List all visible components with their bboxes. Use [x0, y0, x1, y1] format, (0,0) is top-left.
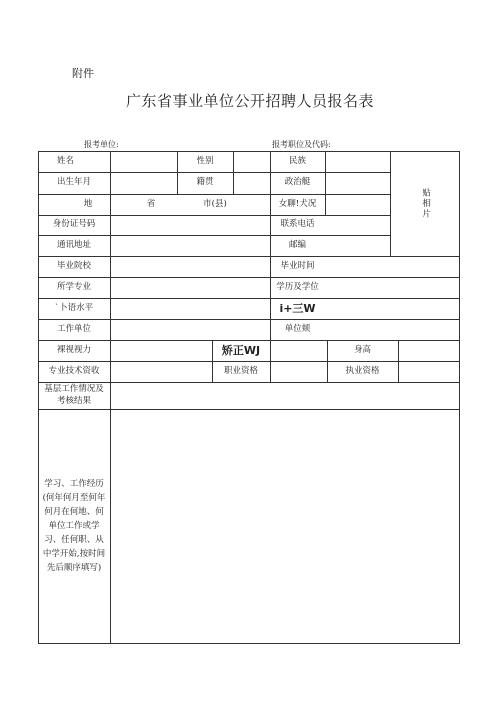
region-province: 省 [146, 198, 156, 209]
political-label: 政治艇 [284, 177, 311, 188]
table-rule [398, 340, 399, 382]
annex-label: 附件 [72, 67, 94, 80]
native-place-label: 籍贯 [196, 177, 214, 188]
birth-label: 出生年月 [56, 177, 91, 188]
region-city: 市(县) [203, 198, 227, 209]
phone-label: 联系电话 [280, 219, 315, 230]
table-rule [270, 340, 271, 382]
height-label: 身高 [353, 344, 371, 355]
marital-label: 女聊!犬况 [278, 198, 317, 209]
apply-unit-label: 报考单位: [84, 140, 119, 149]
ethnicity-label: 民族 [288, 155, 306, 166]
table-rule [38, 643, 460, 644]
address-label: 通讯地址 [56, 239, 91, 250]
id-number-label: 身份证号码 [52, 219, 96, 230]
name-label: 姓名 [56, 155, 74, 166]
school-label: 毕业院校 [56, 260, 91, 271]
language-label: `卜语水平 [54, 302, 94, 313]
vision-corrected-label: 矫正WJ [221, 343, 261, 357]
photo-label: 贴相片 [420, 187, 431, 220]
job-qual-label: 职业资格 [223, 365, 258, 376]
table-rule [233, 151, 234, 194]
gender-label: 性别 [196, 155, 214, 166]
form-title: 广东省事业单位公开招聘人员报名表 [125, 92, 374, 110]
table-rule [325, 151, 326, 215]
post-label: 单位颊 [284, 323, 311, 334]
work-unit-label: 工作单位 [56, 323, 91, 334]
resume-label: 学习、工作经历(何年何月至何年何月在何地、何单位工作或学习、任何职、从中学开始,按时间先后顺序填写) [42, 478, 106, 574]
practice-qual-label: 执业资格 [345, 365, 380, 376]
degree-label: 学历及学位 [276, 281, 319, 292]
region-prefix: 地 [83, 198, 93, 209]
grad-time-label: 毕业时间 [280, 260, 315, 271]
postcode-label: 邮编 [288, 239, 306, 250]
grassroots-label: 基层工作情况及考核结果 [44, 384, 104, 406]
table-rule [110, 151, 111, 643]
computer-label: i+三W [279, 301, 316, 315]
major-label: 所学专业 [56, 281, 91, 292]
vision-naked-label: 裸视视力 [56, 344, 91, 355]
apply-position-label: 报考职位及代码: [272, 140, 331, 149]
registration-table [38, 151, 460, 644]
tech-title-label: 专业技术资收 [48, 365, 100, 376]
